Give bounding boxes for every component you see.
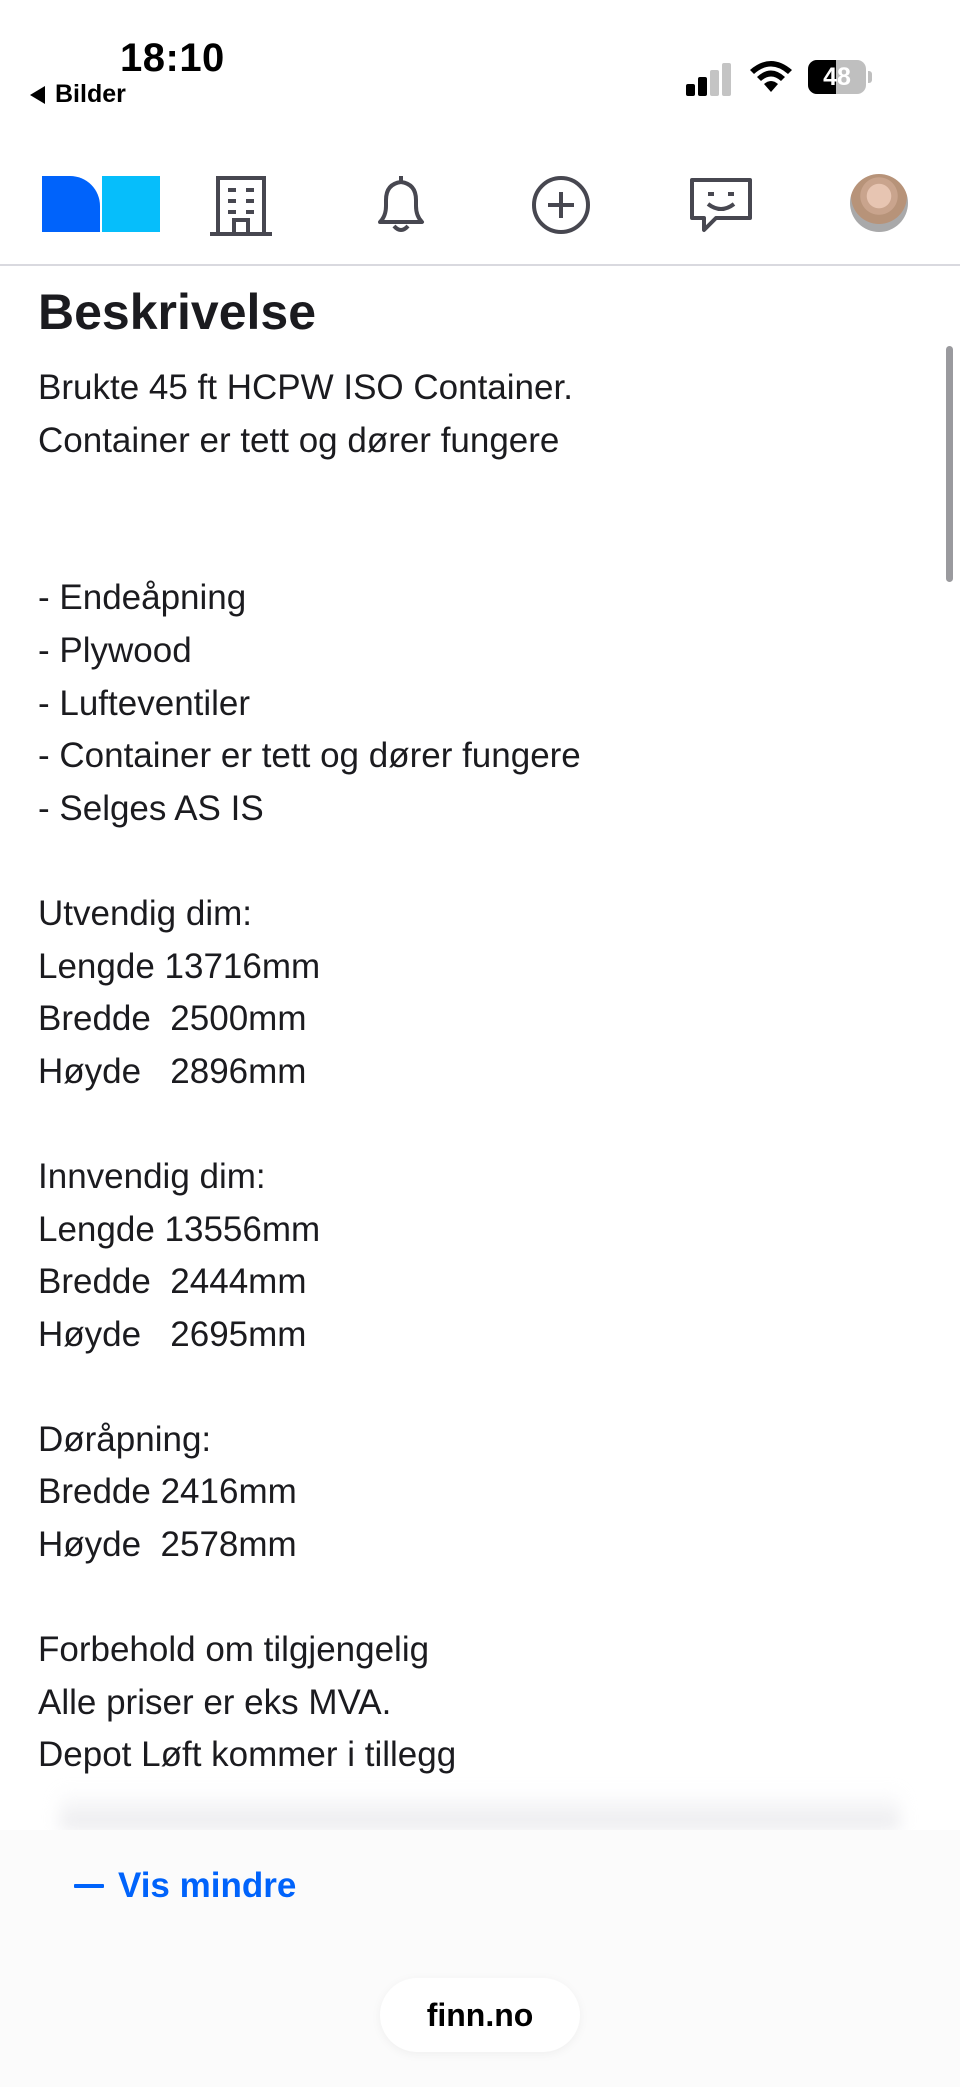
description-line <box>38 1361 898 1414</box>
chat-smile-icon[interactable] <box>686 170 756 240</box>
avatar[interactable] <box>850 174 908 232</box>
battery-level: 48 <box>823 63 851 91</box>
building-icon[interactable] <box>206 170 276 240</box>
description-line: Forbehold om tilgjengelig <box>38 1630 430 1670</box>
plus-circle-icon[interactable] <box>526 170 596 240</box>
description-line: - Endeåpning <box>38 578 247 618</box>
status-time: 18:10 <box>120 36 225 80</box>
signal-bar <box>686 84 695 96</box>
description-line: Brukte 45 ft HCPW ISO Container. <box>38 368 573 407</box>
bell-icon[interactable] <box>366 170 436 240</box>
description-line: Høyde 2896mm <box>38 1051 307 1091</box>
description-line: Depot Løft kommer i tillegg <box>38 1735 457 1775</box>
description-line: Bredde 2416mm <box>38 1472 297 1512</box>
description-line: Høyde 2695mm <box>38 1314 307 1354</box>
status-bar <box>0 0 960 120</box>
section-title: Beskrivelse <box>38 284 317 340</box>
description-section <box>38 270 898 1782</box>
scrollbar[interactable] <box>946 346 953 582</box>
description-line: Innvendig dim: <box>38 1156 266 1196</box>
description-line: Alle priser er eks MVA. <box>38 1682 392 1722</box>
show-less-button[interactable] <box>74 1866 296 1906</box>
description-line: - Container er tett og dører fungere <box>38 736 581 776</box>
wifi-icon <box>748 58 794 94</box>
description-line <box>38 1098 898 1151</box>
description-line: - Lufteventiler <box>38 683 251 723</box>
collapse-panel <box>0 1830 960 2087</box>
fade-shadow <box>60 1790 900 1830</box>
description-line: Container er tett og dører fungere <box>38 420 560 460</box>
description-line: Lengde 13716mm <box>38 946 321 986</box>
minus-icon <box>74 1884 104 1888</box>
signal-bar <box>722 63 731 96</box>
description-text <box>38 362 898 1782</box>
app-nav-bar <box>0 150 960 266</box>
description-line: Bredde 2500mm <box>38 999 307 1039</box>
signal-bar <box>698 77 707 96</box>
back-to-app-link[interactable] <box>30 80 126 109</box>
finn-logo[interactable] <box>42 176 160 232</box>
description-line <box>38 520 898 573</box>
browser-url-pill[interactable]: finn.no <box>380 1978 580 2052</box>
description-line: Bredde 2444mm <box>38 1262 307 1302</box>
battery-icon <box>808 60 872 94</box>
description-line: - Selges AS IS <box>38 788 264 828</box>
back-link-label: Bilder <box>55 80 126 108</box>
description-line <box>38 1572 898 1625</box>
description-line <box>38 467 898 520</box>
signal-bar <box>710 70 719 96</box>
show-less-label: Vis mindre <box>118 1866 297 1905</box>
cellular-signal-icon <box>686 60 736 96</box>
description-line: - Plywood <box>38 630 192 670</box>
description-line <box>38 835 898 888</box>
back-arrow-icon <box>30 86 45 104</box>
description-line: Høyde 2578mm <box>38 1525 297 1565</box>
description-line: Utvendig dim: <box>38 893 252 933</box>
description-line: Lengde 13556mm <box>38 1209 321 1249</box>
description-line: Døråpning: <box>38 1419 212 1459</box>
